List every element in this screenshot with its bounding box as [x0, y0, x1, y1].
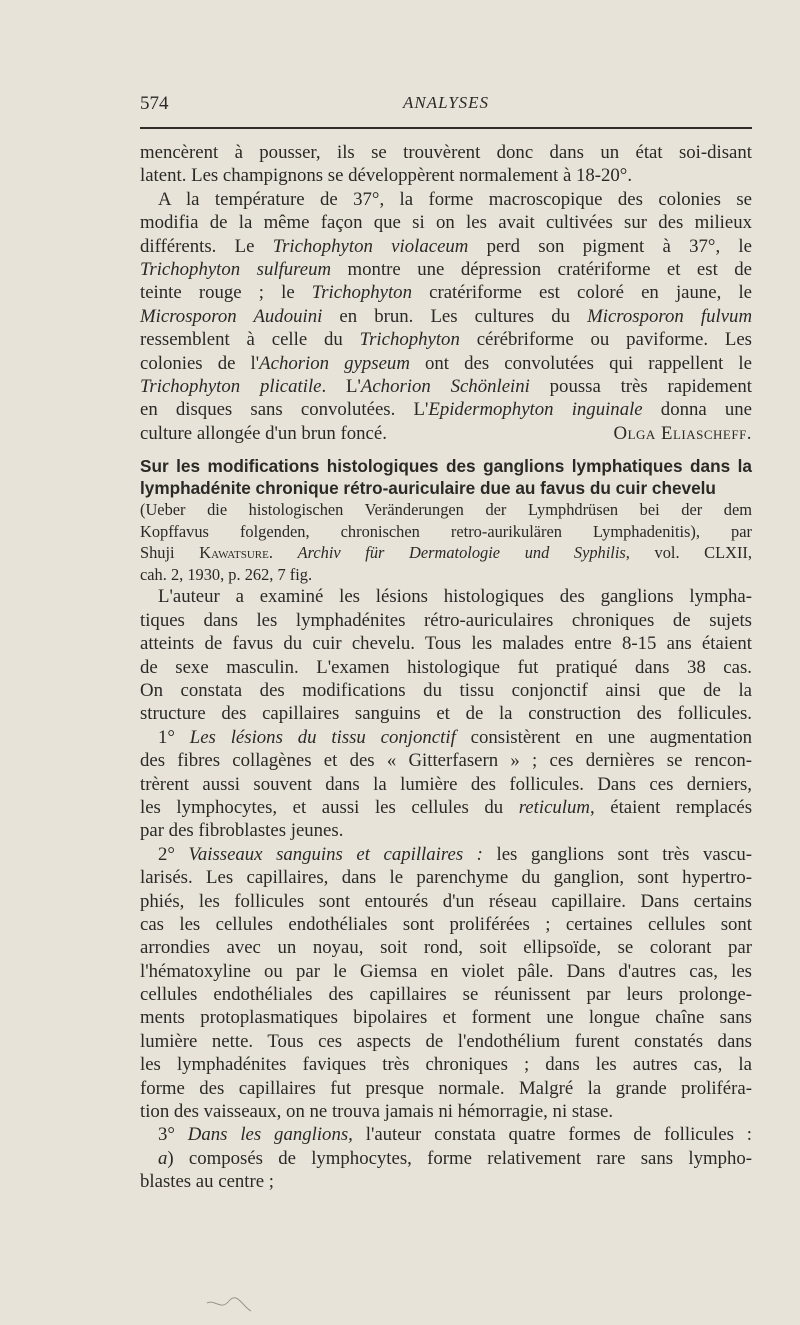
- text-line: culture allongée d'un brun foncé. Olga Eliascheff.: [140, 422, 752, 444]
- paragraph-ganglions: [140, 1123, 752, 1193]
- text-line: larisés. Les capillaires, dans le parenchyme du ganglion, sont hypertro-: [140, 867, 752, 889]
- text-line: les lymphocytes, et aussi les cellules du reticulum, étaient remplacés: [140, 796, 753, 818]
- text-line: lumière nette. Tous ces aspects de l'endothélium furent constatés dans: [140, 1030, 752, 1052]
- text-line: 1° Les lésions du tissu conjonctif consistèrent en une augmentation: [158, 726, 752, 748]
- text-line: cas les cellules endothéliales sont proliférées ; certaines cellules sont: [140, 913, 752, 935]
- article-title-line: Sur les modifications histologiques des ganglions lymphatiques dans la: [140, 456, 752, 477]
- article-title-line: lymphadénite chronique rétro-auriculaire due au favus du cuir chevelu: [140, 478, 716, 499]
- text-line: colonies de l'Achorion gypseum ont des convolutées qui rappellent le: [140, 352, 752, 374]
- text-line: trèrent aussi souvent dans la lumière des follicules. Dans ces derniers,: [140, 773, 752, 795]
- text-line: On constata des modifications du tissu conjonctif ainsi que de la: [140, 680, 752, 702]
- previous-review-continuation: [140, 141, 752, 445]
- text-line: ressemblent à celle du Trichophyton cérébriforme ou paviforme. Les: [140, 329, 752, 351]
- running-title: ANALYSES: [402, 93, 490, 112]
- text-line: les lymphadénites faviques très chroniques ; dans les autres cas, la: [140, 1054, 752, 1076]
- text-line: latent. Les champignons se développèrent normalement à 18-20°.: [140, 165, 633, 187]
- text-line: cellules endothéliales des capillaires se réunissent par leurs prolonge-: [140, 984, 752, 1006]
- reference-line: Kopffavus folgenden, chronischen retro-aurikulären Lymphadenitis), par: [140, 521, 752, 541]
- text-line: de sexe masculin. L'examen histologique fut pratiqué dans 38 cas.: [140, 656, 752, 678]
- text-line: structure des capillaires sanguins et de la construction des follicules.: [140, 703, 752, 725]
- pencil-mark: [205, 1295, 255, 1315]
- text-line: atteints de favus du cuir chevelu. Tous les malades entre 8-15 ans étaient: [140, 633, 752, 655]
- text-line: Microsporon Audouini en brun. Les cultures du Microsporon fulvum: [140, 305, 753, 327]
- author-signature: Olga Eliascheff.: [613, 422, 752, 444]
- text-line: ments protoplasmatiques bipolaires et forment une longue chaîne sans: [140, 1007, 752, 1029]
- reference-line: (Ueber die histologischen Veränderungen der Lymphdrüsen bei der dem: [140, 500, 752, 520]
- text-line: tion des vaisseaux, on ne trouva jamais ni hémorragie, ni stase.: [140, 1101, 614, 1123]
- reference-line: Shuji Kawatsure. Archiv für Dermatologie und Syphilis, vol. CLXII,: [140, 543, 752, 563]
- text-line: Trichophyton plicatile. L'Achorion Schönleini poussa très rapidement: [140, 375, 752, 397]
- header-rule: [140, 127, 752, 129]
- journal-name: Archiv für Dermatologie und Syphilis: [297, 543, 626, 563]
- text-line: forme des capillaires fut presque normale. Malgré la grande proliféra-: [140, 1077, 752, 1099]
- paragraph-connective-tissue: [140, 726, 752, 843]
- text-line: par des fibroblastes jeunes.: [140, 820, 344, 842]
- text-line: tiques dans les lymphadénites rétro-auriculaires chroniques de sujets: [140, 609, 752, 631]
- article-heading: [140, 455, 752, 585]
- text-line: mencèrent à pousser, ils se trouvèrent donc dans un état soi-disant: [140, 142, 752, 163]
- text-line: Trichophyton sulfureum montre une dépression cratériforme et est de: [140, 258, 752, 280]
- reference-line: cah. 2, 1930, p. 262, 7 fig.: [140, 564, 313, 584]
- text-line: a) composés de lymphocytes, forme relativement rare sans lympho-: [158, 1147, 752, 1169]
- paragraph-vessels: [140, 843, 752, 1124]
- text-line: blastes au centre ;: [140, 1171, 275, 1193]
- text-line: des fibres collagènes et des « Gitterfasern » ; ces dernières se rencon-: [140, 750, 752, 772]
- text-line: L'auteur a examiné les lésions histologiques des ganglions lympha-: [158, 586, 752, 608]
- text-line: différents. Le Trichophyton violaceum perd son pigment à 37°, le: [140, 235, 752, 257]
- text-line: arrondies avec un noyau, soit rond, soit ellipsoïde, se colorant par: [140, 937, 752, 959]
- text-line: phiés, les follicules sont entourés d'un réseau capillaire. Dans certains: [140, 890, 752, 912]
- text-line: modifia de la même façon que si on les avait cultivées sur des milieux: [140, 212, 752, 234]
- page-header: [140, 93, 752, 119]
- text-line: en disques sans convolutées. L'Epidermophyton inguinale donna une: [140, 399, 752, 421]
- text-line: 3° Dans les ganglions, l'auteur constata quatre formes de follicules :: [158, 1124, 752, 1146]
- author-name: Kawatsure: [199, 543, 269, 563]
- paragraph-intro: [140, 585, 752, 725]
- text-line: 2° Vaisseaux sanguins et capillaires : les ganglions sont très vascu-: [158, 843, 752, 865]
- text-line: l'hématoxyline ou par le Giemsa en violet pâle. Dans d'autres cas, les: [140, 960, 752, 982]
- text-line: teinte rouge ; le Trichophyton cratériforme est coloré en jaune, le: [140, 282, 752, 304]
- text-line: A la température de 37°, la forme macroscopique des colonies se: [158, 188, 752, 210]
- page-body: [140, 141, 752, 1194]
- page-number: 574: [140, 93, 169, 114]
